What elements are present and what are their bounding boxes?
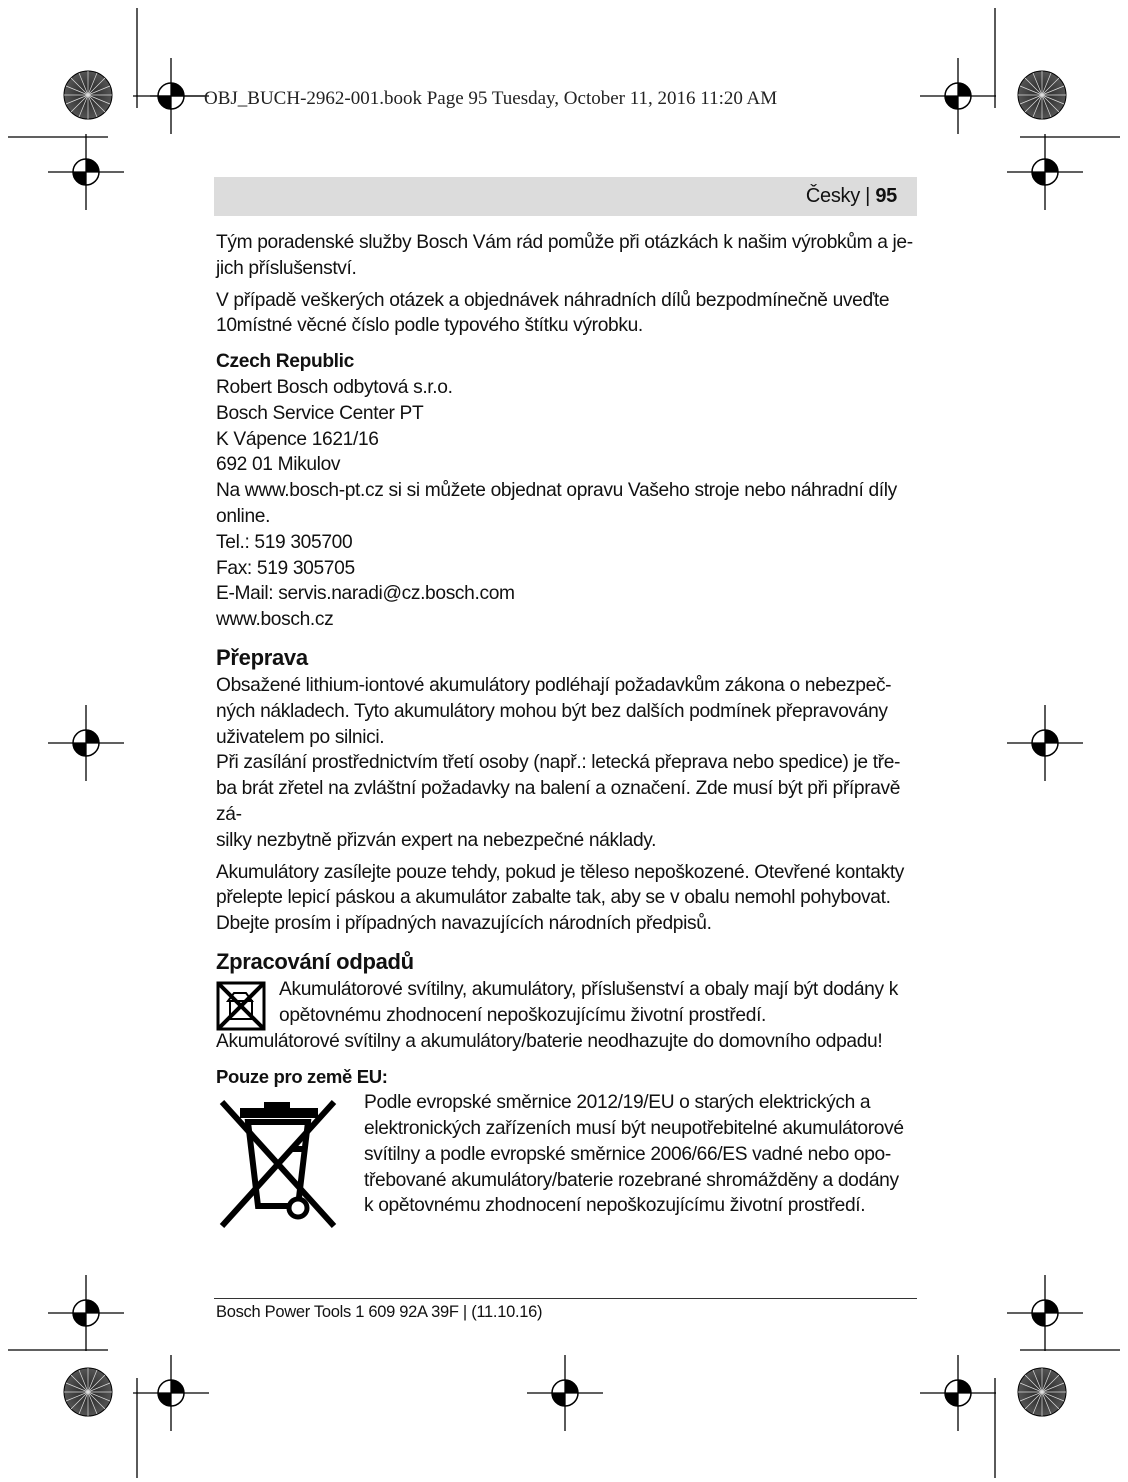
- text-line: Akumulátory zasílejte pouze tehdy, pokud je těleso nepoškozené. Otevřené kontakty: [216, 861, 905, 883]
- text-line: uživatelem po silnici.: [216, 726, 385, 748]
- contact-line: Tel.: 519 305700: [216, 531, 353, 553]
- text-line: V případě veškerých otázek a objednávek náhradních dílů bezpodmínečně uveďte: [216, 289, 890, 311]
- text-line: ných nákladech. Tyto akumulátory mohou být bez dalších podmínek přepravovány: [216, 700, 888, 722]
- text-line: svítilny a podle evropské směrnice 2006/66/ES vadné nebo opo-: [364, 1143, 891, 1165]
- contact-line: Na www.bosch-pt.cz si si můžete objednat opravu Vašeho stroje nebo náhradní díly: [216, 480, 897, 502]
- eu-disposal-text: [364, 1090, 916, 1219]
- language-label: Česky |: [805, 185, 876, 207]
- page-header-label: [806, 185, 897, 208]
- page-content: [216, 230, 916, 1219]
- household-waste-note: Akumulátorové svítilny a akumulátory/baterie neodhazujte do domovního odpadu!: [216, 1030, 883, 1052]
- disposal-heading: Zpracování odpadů: [216, 948, 414, 974]
- text-line: přelepte lepicí páskou a akumulátor zabalte tak, aby se v obalu nemohl pohybovat.: [216, 887, 891, 909]
- contact-line: E-Mail: servis.naradi@cz.bosch.com: [216, 583, 515, 605]
- transport-paragraph-1: [216, 673, 916, 854]
- country-heading: Czech Republic: [216, 351, 354, 373]
- contact-line: Bosch Service Center PT: [216, 402, 424, 424]
- eu-disposal-row: [216, 1090, 916, 1219]
- text-line: Podle evropské směrnice 2012/19/EU o starých elektrických a: [364, 1092, 871, 1114]
- page-footer: Bosch Power Tools 1 609 92A 39F | (11.10.16): [216, 1303, 543, 1321]
- contact-line: www.bosch.cz: [216, 609, 334, 631]
- text-line: ba brát zřetel na zvláštní požadavky na balení a označení. Zde musí být při přípravě zá-: [216, 778, 901, 825]
- text-line: Obsažené lithium-iontové akumulátory podléhají požadavkům zákona o nebezpeč-: [216, 674, 892, 696]
- text-line: Při zasílání prostřednictvím třetí osoby (např.: letecká přeprava nebo spedice) je tře-: [216, 752, 901, 774]
- text-line: elektronických zařízeních musí být neupotřebitelné akumulátorové: [364, 1117, 904, 1139]
- contact-line: K Vápence 1621/16: [216, 428, 379, 450]
- packaging-disposal-text: [279, 977, 916, 1029]
- text-line: Tým poradenské služby Bosch Vám rád pomůže při otázkách k našim výrobkům a je-: [216, 232, 913, 253]
- contact-line: Robert Bosch odbytová s.r.o.: [216, 376, 453, 398]
- text-line: Dbejte prosím i případných navazujících národních předpisů.: [216, 913, 712, 935]
- text-line: k opětovnému zhodnocení nepoškozujícímu životní prostředí.: [364, 1195, 866, 1217]
- contact-line: Fax: 519 305705: [216, 557, 355, 579]
- text-line: silky nezbytně přizván expert na nebezpečné náklady.: [216, 829, 657, 851]
- crossed-out-wheelie-bin-icon: [216, 1094, 340, 1234]
- no-household-waste-icon: [216, 981, 266, 1031]
- transport-heading: Přeprava: [216, 644, 308, 670]
- page-number: 95: [875, 185, 897, 207]
- page-header: [214, 177, 917, 216]
- intro-paragraph-2: [216, 288, 916, 340]
- text-line: Akumulátorové svítilny, akumulátory, příslušenství a obaly mají být dodány k: [279, 978, 898, 1000]
- contact-line: 692 01 Mikulov: [216, 454, 341, 476]
- text-line: třebované akumulátory/baterie rozebrané shromážděny a dodány: [364, 1169, 899, 1191]
- book-slug-line: OBJ_BUCH-2962-001.book Page 95 Tuesday, October 11, 2016 11:20 AM: [204, 88, 778, 109]
- text-line: opětovnému zhodnocení nepoškozujícímu životní prostředí.: [279, 1004, 767, 1026]
- text-line: jich příslušenství.: [216, 257, 357, 279]
- packaging-disposal-row: [216, 977, 916, 1029]
- transport-paragraph-2: [216, 860, 916, 937]
- footer-rule: [214, 1298, 917, 1299]
- contact-line: online.: [216, 505, 271, 527]
- contact-block: [216, 349, 916, 633]
- text-line: 10místné věcné číslo podle typového štítku výrobku.: [216, 315, 643, 337]
- intro-paragraph-1: [216, 230, 916, 282]
- eu-only-heading: Pouze pro země EU:: [216, 1066, 388, 1088]
